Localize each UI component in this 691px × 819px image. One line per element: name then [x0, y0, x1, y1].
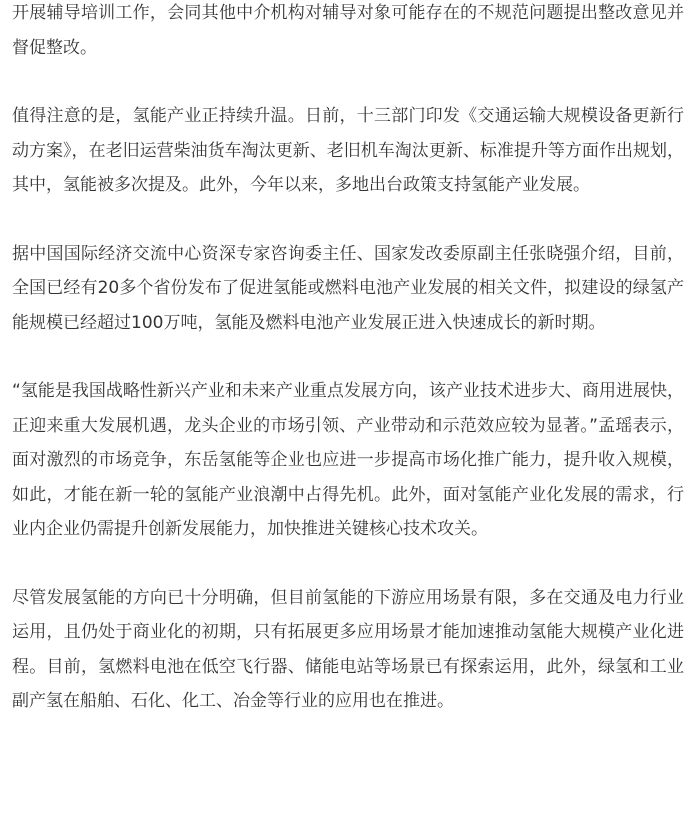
article-body	[12, 0, 684, 753]
paragraph: 据中国国际经济交流中心资深专家咨询委主任、国家发改委原副主任张晓强介绍，目前，全国已经有20多个省份发布了促进氢能或燃料电池产业发展的相关文件，拟建设的绿氢产能规模已经超过100万吨，氢能及燃料电池产业发展正进入快速成长的新时期。	[12, 243, 684, 333]
paragraph: 尽管发展氢能的方向已十分明确，但目前氢能的下游应用场景有限，多在交通及电力行业运用，且仍处于商业化的初期，只有拓展更多应用场景才能加速推动氢能大规模产业化进程。目前，氢燃料电池在低空飞行器、储能电站等场景已有探索运用，此外，绿氢和工业副产氢在船舶、石化、化工、冶金等行业的应用也在推进。	[12, 587, 684, 711]
paragraph: 值得注意的是，氢能产业正持续升温。日前，十三部门印发《交通运输大规模设备更新行动方案》，在老旧运营柴油货车淘汰更新、老旧机车淘汰更新、标准提升等方面作出规划，其中，氢能被多次提及。此外，今年以来，多地出台政策支持氢能产业发展。	[12, 106, 684, 195]
paragraph: “氢能是我国战略性新兴产业和未来产业重点发展方向，该产业技术进步大、商用进展快，正迎来重大发展机遇，龙头企业的市场引领、产业带动和示范效应较为显著。”孟瑶表示，面对激烈的市场竞争，东岳氢能等企业也应进一步提高市场化推广能力，提升收入规模，如此，才能在新一轮的氢能产业浪潮中占得先机。此外，面对氢能产业化发展的需求，行业内企业仍需提升创新发展能力，加快推进关键核心技术攻关。	[12, 381, 684, 539]
paragraph: 开展辅导培训工作，会同其他中介机构对辅导对象可能存在的不规范问题提出整改意见并督促整改。	[12, 3, 684, 58]
